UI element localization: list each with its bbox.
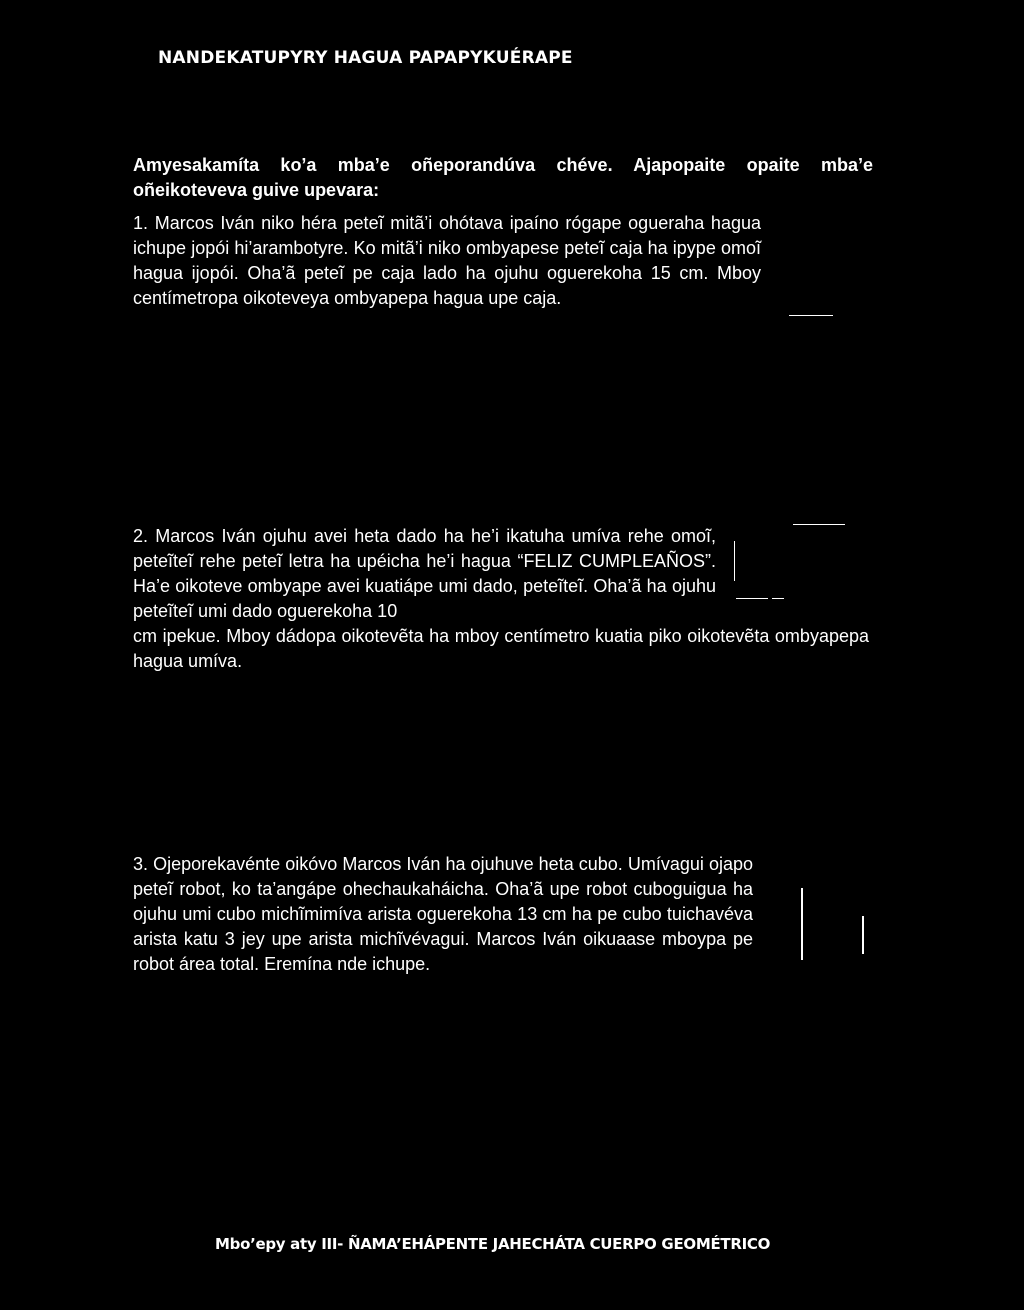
figure-2-vertical-line [734, 541, 735, 581]
figure-2-top-line [793, 524, 845, 525]
figure-3-left-line [801, 888, 803, 960]
figure-2-bottom-line [736, 598, 768, 599]
figure-1-line [789, 315, 833, 316]
problem-1-text: 1. Marcos Iván niko héra peteĩ mitã’i ohótava ipaíno rógape ogueraha hagua ichupe jopói hi’arambotyre. Ko mitã’i niko ombyapese peteĩ caja ha ipype omoĩ hagua ijopói. Oha’ã peteĩ pe caja lado ha ojuhu oguerekoha 15 cm. Mboy centímetropa oikoteveya ombyapepa hagua upe caja. [133, 213, 761, 308]
page-footer: Mbo’epy aty III- ÑAMA’EHÁPENTE JAHECHÁTA CUERPO GEOMÉTRICO [215, 1235, 771, 1253]
instructions-text: Amyesakamíta ko’a mba’e oñeporandúva chéve. Ajapopaite opaite mba’e oñeikoteveva guive upevara: [133, 155, 873, 200]
problem-3-text: 3. Ojeporekavénte oikóvo Marcos Iván ha ojuhuve heta cubo. Umívagui ojapo peteĩ robot, ko ta’angápe ohechaukaháicha. Oha’ã upe robot cuboguigua ha ojuhu umi cubo michĩmimíva arista oguerekoha 13 cm ha pe cubo tuichavéva arista katu 3 jey upe arista michĩvévagui. Marcos Iván oikuaase mboypa pe robot área total. Eremína nde ichupe. [133, 854, 753, 974]
page-header: NANDEKATUPYRY HAGUA PAPAPYKUÉRAPE [158, 48, 573, 68]
figure-3-right-line [862, 916, 864, 954]
problem-2-text-continued: cm ipekue. Mboy dádopa oikotevẽta ha mboy centímetro kuatia piko oikotevẽta ombyapepa hagua umíva. [133, 626, 869, 671]
problem-2-text: 2. Marcos Iván ojuhu avei heta dado ha he’i ikatuha umíva rehe omoĩ, peteĩteĩ rehe peteĩ letra ha upéicha he’i hagua “FELIZ CUMPLEAÑOS”. Ha’e oikoteve ombyape avei kuatiápe umi dado, peteĩteĩ. Oha’ã ha ojuhu peteĩteĩ umi dado oguerekoha 10 [133, 526, 716, 621]
figure-2-bottom-dash [772, 598, 784, 599]
